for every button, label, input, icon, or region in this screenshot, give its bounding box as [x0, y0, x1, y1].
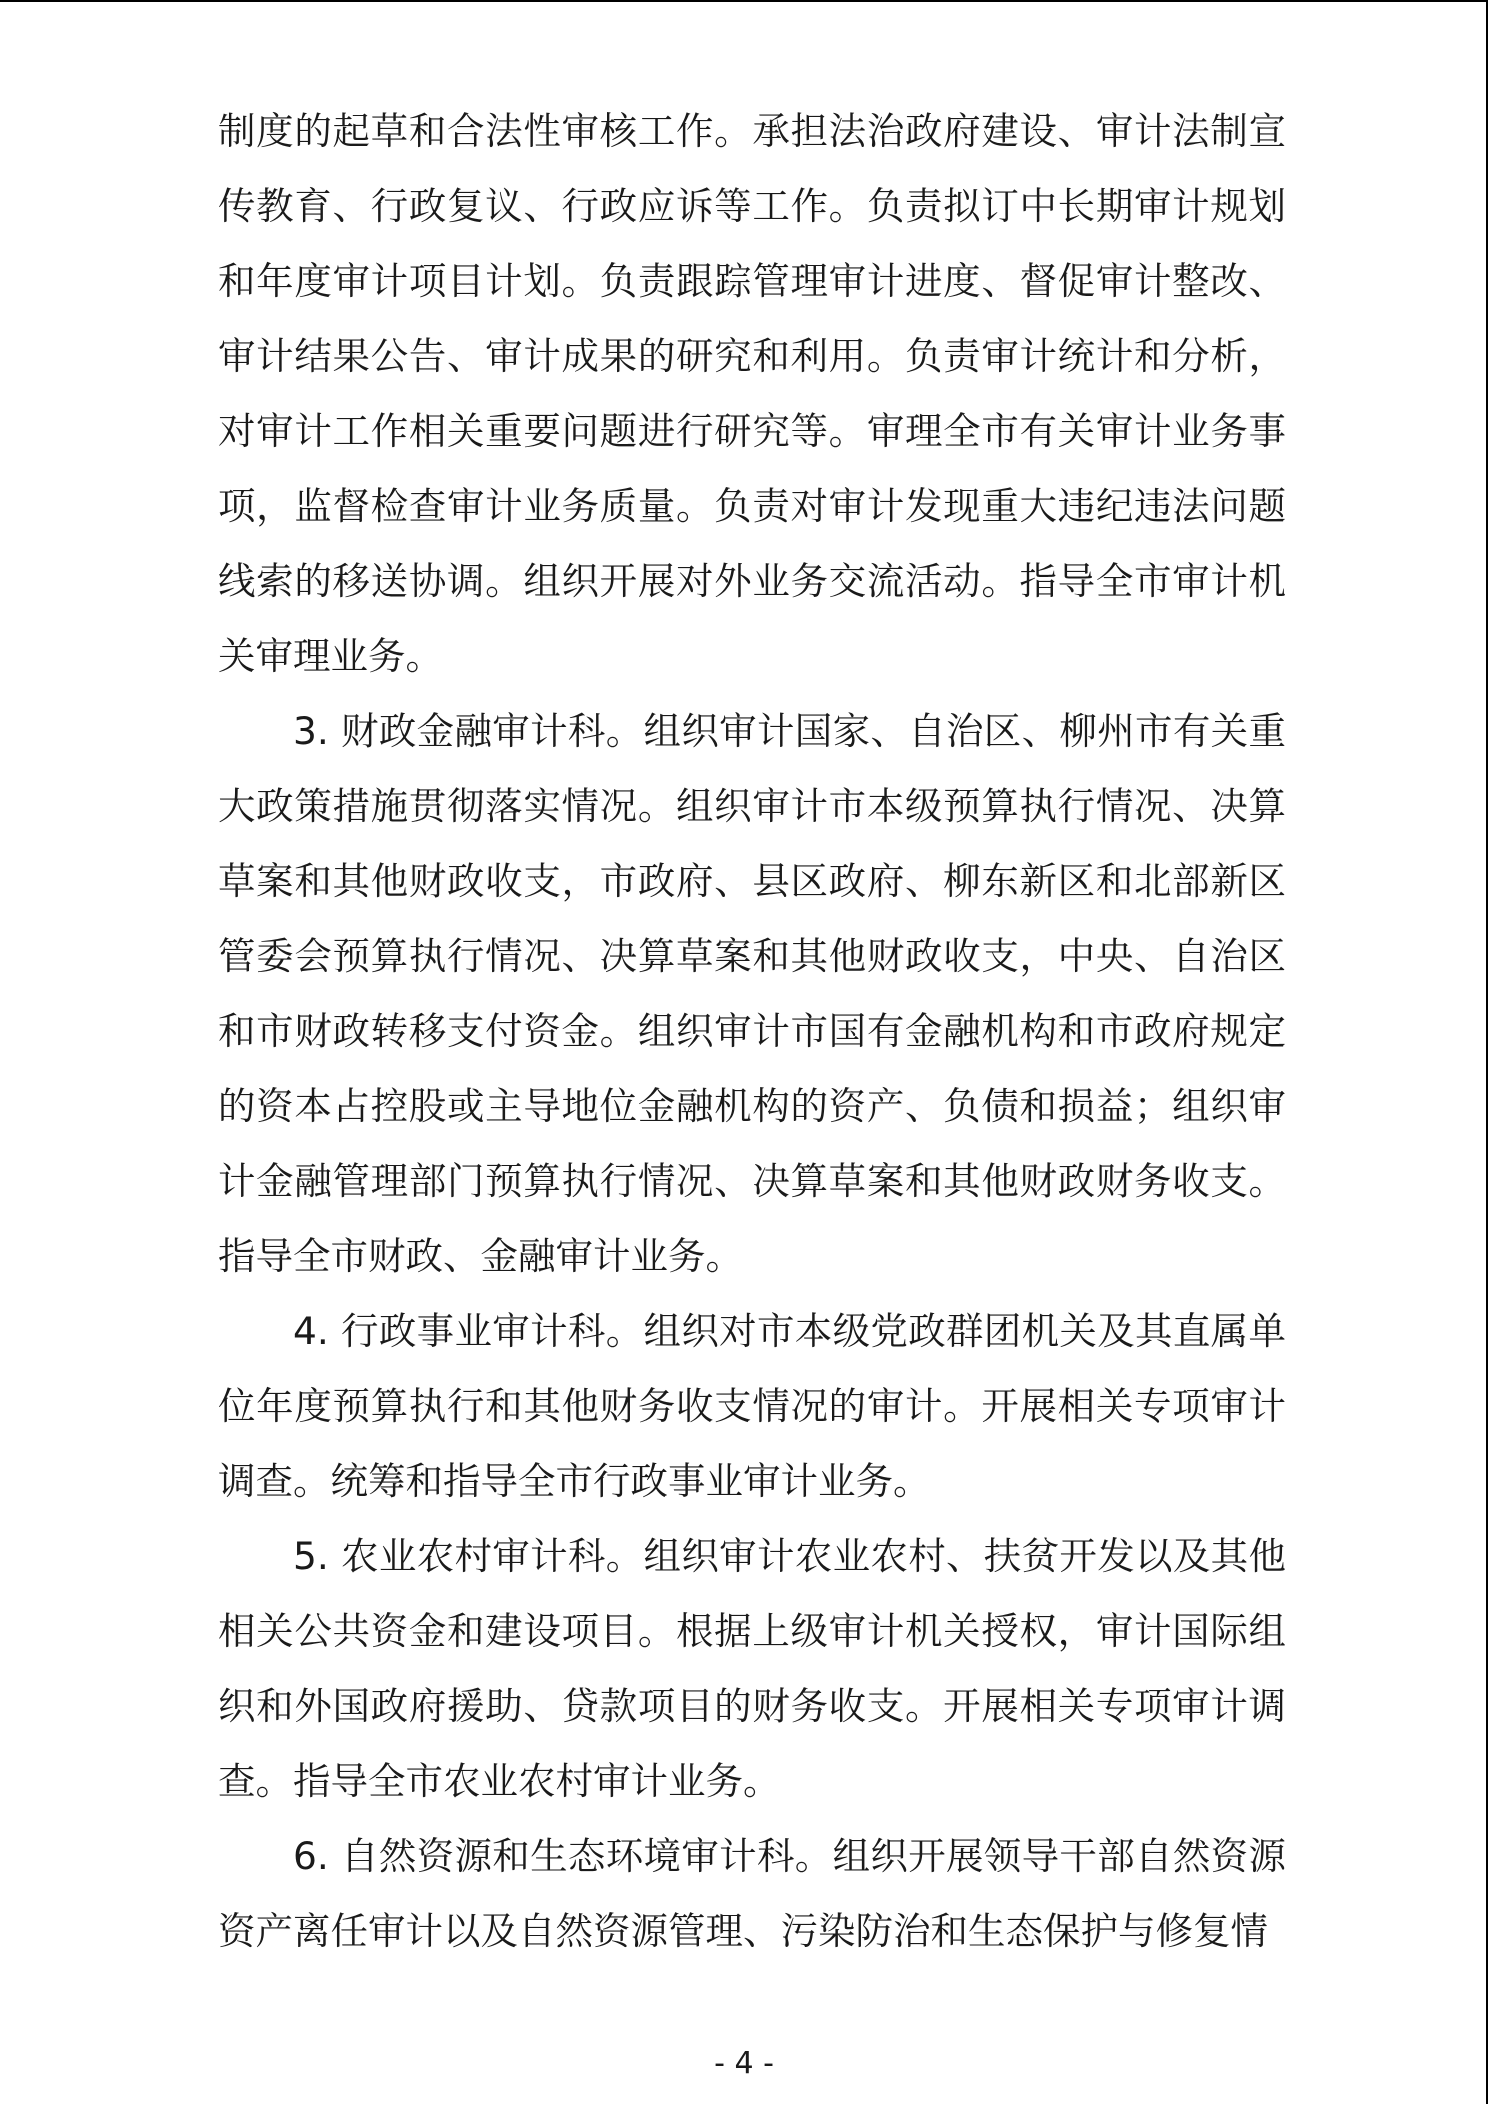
paragraph-natural-resources-audit-section: 6. 自然资源和生态环境审计科。组织开展领导干部自然资源资产离任审计以及自然资源管理、污染防治和生态保护与修复情: [218, 1834, 1286, 1953]
page-number: - 4 -: [714, 2046, 774, 2081]
document-body: [218, 94, 1286, 1969]
paragraph-agriculture-audit-section: 5. 农业农村审计科。组织审计农业农村、扶贫开发以及其他相关公共资金和建设项目。根据上级审计机关授权，审计国际组织和外国政府援助、贷款项目的财务收支。开展相关专项审计调查。指导全市农业农村审计业务。: [218, 1534, 1286, 1803]
paragraph-administrative-audit-section: 4. 行政事业审计科。组织对市本级党政群团机关及其直属单位年度预算执行和其他财务收支情况的审计。开展相关专项审计调查。统筹和指导全市行政事业审计业务。: [218, 1309, 1286, 1503]
paragraph-audit-legal-affairs: 制度的起草和合法性审核工作。承担法治政府建设、审计法制宣传教育、行政复议、行政应诉等工作。负责拟订中长期审计规划和年度审计项目计划。负责跟踪管理审计进度、督促审计整改、审计结果公告、审计成果的研究和利用。负责审计统计和分析，对审计工作相关重要问题进行研究等。审理全市有关审计业务事项，监督检查审计业务质量。负责对审计发现重大违纪违法问题线索的移送协调。组织开展对外业务交流活动。指导全市审计机关审理业务。: [218, 109, 1286, 678]
paragraph-finance-audit-section: 3. 财政金融审计科。组织审计国家、自治区、柳州市有关重大政策措施贯彻落实情况。组织审计市本级预算执行情况、决算草案和其他财政收支，市政府、县区政府、柳东新区和北部新区管委会预算执行情况、决算草案和其他财政收支，中央、自治区和市财政转移支付资金。组织审计市国有金融机构和市政府规定的资本占控股或主导地位金融机构的资产、负债和损益；组织审计金融管理部门预算执行情况、决算草案和其他财政财务收支。指导全市财政、金融审计业务。: [218, 709, 1286, 1278]
